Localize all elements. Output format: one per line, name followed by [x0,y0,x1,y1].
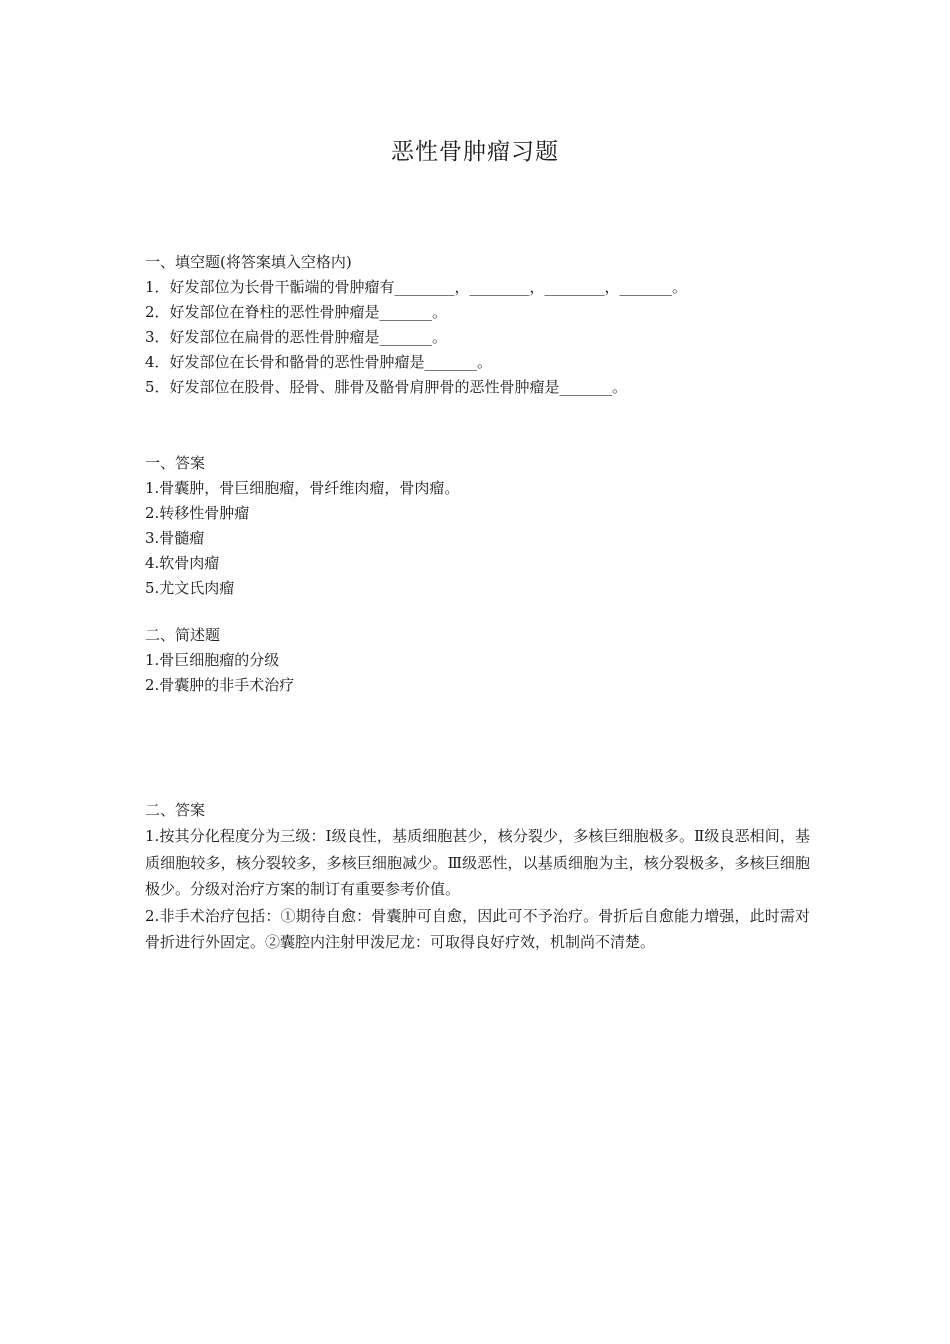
answer-item: 5.尤文氏肉瘤 [145,579,235,597]
answer-paragraph: 1.按其分化程度分为三级：Ⅰ级良性，基质细胞甚少，核分裂少，多核巨细胞极多。Ⅱ级良恶相间，基质细胞较多，核分裂较多，多核巨细胞减少。Ⅲ级恶性，以基质细胞为主，核分裂极多，多核巨细胞极少。分级对治疗方案的制订有重要参考价值。 [145,827,810,898]
answers-section-2 [145,798,810,956]
section-heading: 一、答案 [145,454,206,472]
question-item: 4．好发部位在长骨和骼骨的恶性骨肿瘤是_______。 [145,353,493,371]
question-item: 1.骨巨细胞瘤的分级 [145,651,280,669]
document-title: 恶性骨肿瘤习题 [391,139,559,165]
answer-item: 4.软骨肉瘤 [145,554,220,572]
short-answer-section [145,623,810,698]
section-heading: 二、答案 [145,801,206,819]
answers-section-1 [145,451,810,601]
question-item: 1．好发部位为长骨干骺端的骨肿瘤有________，________，________，_______。 [145,278,688,296]
question-item: 2．好发部位在脊柱的恶性骨肿瘤是_______。 [145,303,448,321]
answer-paragraph: 2.非手术治疗包括：①期待自愈：骨囊肿可自愈，因此可不予治疗。骨折后自愈能力增强，此时需对骨折进行外固定。②囊腔内注射甲泼尼龙：可取得良好疗效，机制尚不清楚。 [145,906,810,951]
question-item: 5．好发部位在股骨、胫骨、腓骨及骼骨肩胛骨的恶性骨肿瘤是_______。 [145,378,628,396]
fill-in-blank-section [145,250,810,400]
question-item: 3．好发部位在扁骨的恶性骨肿瘤是_______。 [145,328,448,346]
answer-item: 2.转移性骨肿瘤 [145,504,250,522]
answer-item: 3.骨髓瘤 [145,529,205,547]
question-item: 2.骨囊肿的非手术治疗 [145,676,295,694]
section-heading: 二、简述题 [145,626,221,644]
section-heading: 一、填空题(将答案填入空格内) [145,253,352,271]
answer-item: 1.骨囊肿，骨巨细胞瘤，骨纤维肉瘤，骨肉瘤。 [145,479,460,497]
